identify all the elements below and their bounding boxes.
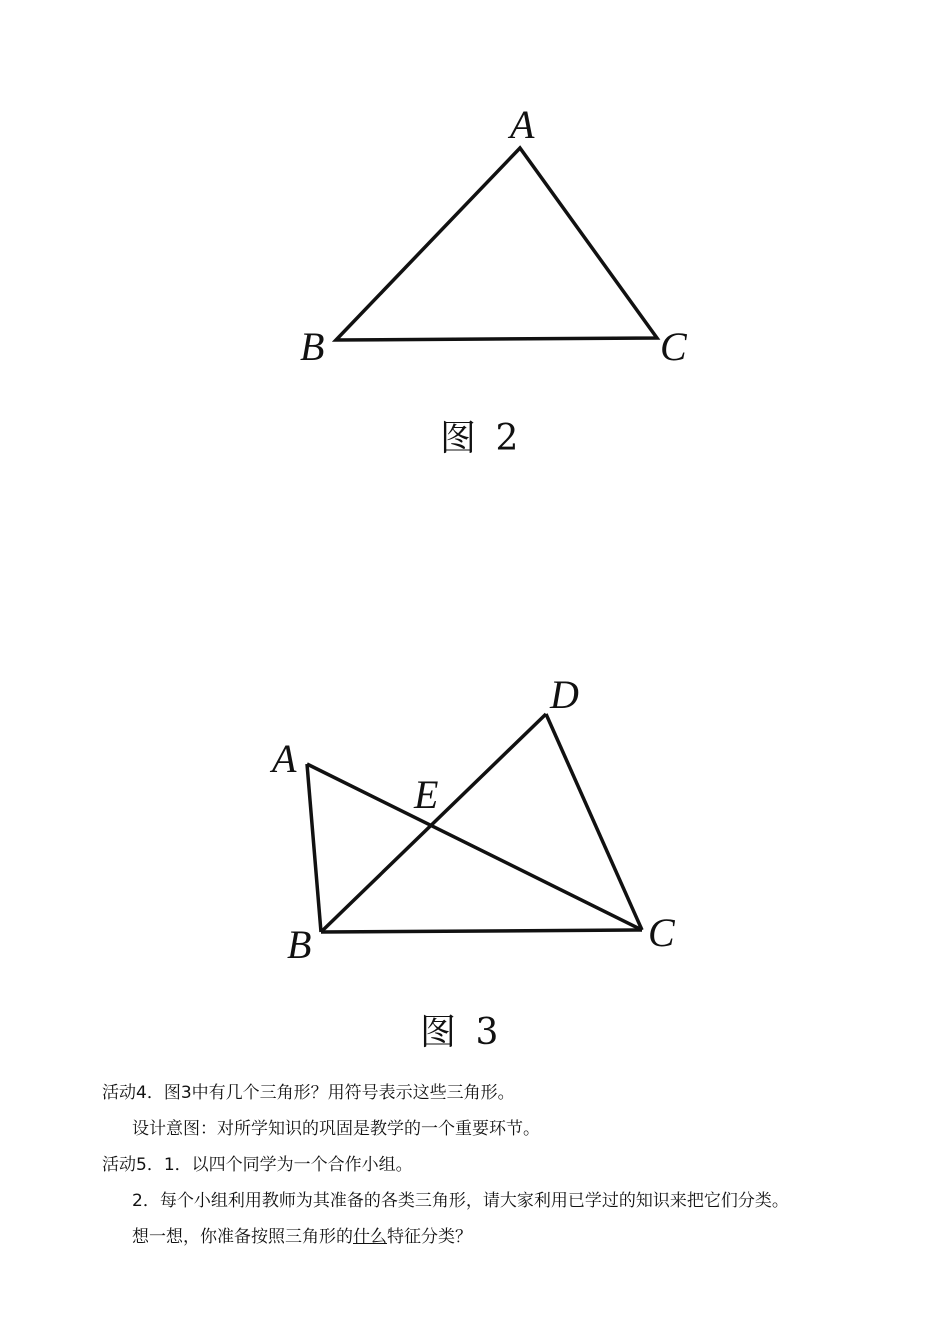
segment-ac: [307, 764, 642, 930]
triangle-abc: [336, 148, 657, 340]
segment-bd: [321, 714, 546, 932]
design-intent-text: 设计意图：对所学知识的巩固是教学的一个重要环节。: [132, 1119, 540, 1139]
figure-3-caption: 图 3: [420, 1012, 503, 1053]
point-label-a: A: [510, 102, 535, 147]
point-label-b: B: [287, 922, 312, 967]
point-label-a: A: [272, 736, 297, 781]
point-label-c: C: [660, 324, 687, 369]
segment-bc: [321, 930, 642, 932]
think-question-end: 特征分类？: [387, 1227, 472, 1247]
think-question: [132, 1222, 472, 1247]
think-question-start: 想一想，你准备按照三角形的: [132, 1227, 353, 1247]
point-label-c: C: [648, 910, 675, 955]
underlined-word: 什么: [353, 1227, 387, 1247]
point-label-e: E: [414, 772, 439, 817]
figure-2: [300, 102, 688, 459]
figure-3: [269, 672, 676, 1053]
segment-dc: [546, 714, 642, 930]
point-label-b: B: [300, 324, 325, 369]
activity-5-text: 活动5．1．以四个同学为一个合作小组。: [102, 1155, 413, 1175]
point-label-d: D: [550, 672, 579, 717]
figure-2-caption: 图 2: [440, 418, 523, 459]
segment-ab: [307, 764, 321, 932]
activity-5-step-2-text: 2．每个小组利用教师为其准备的各类三角形，请大家利用已学过的知识来把它们分类。: [132, 1191, 789, 1211]
activity-4-text: 活动4．图3中有几个三角形？用符号表示这些三角形。: [102, 1083, 515, 1103]
